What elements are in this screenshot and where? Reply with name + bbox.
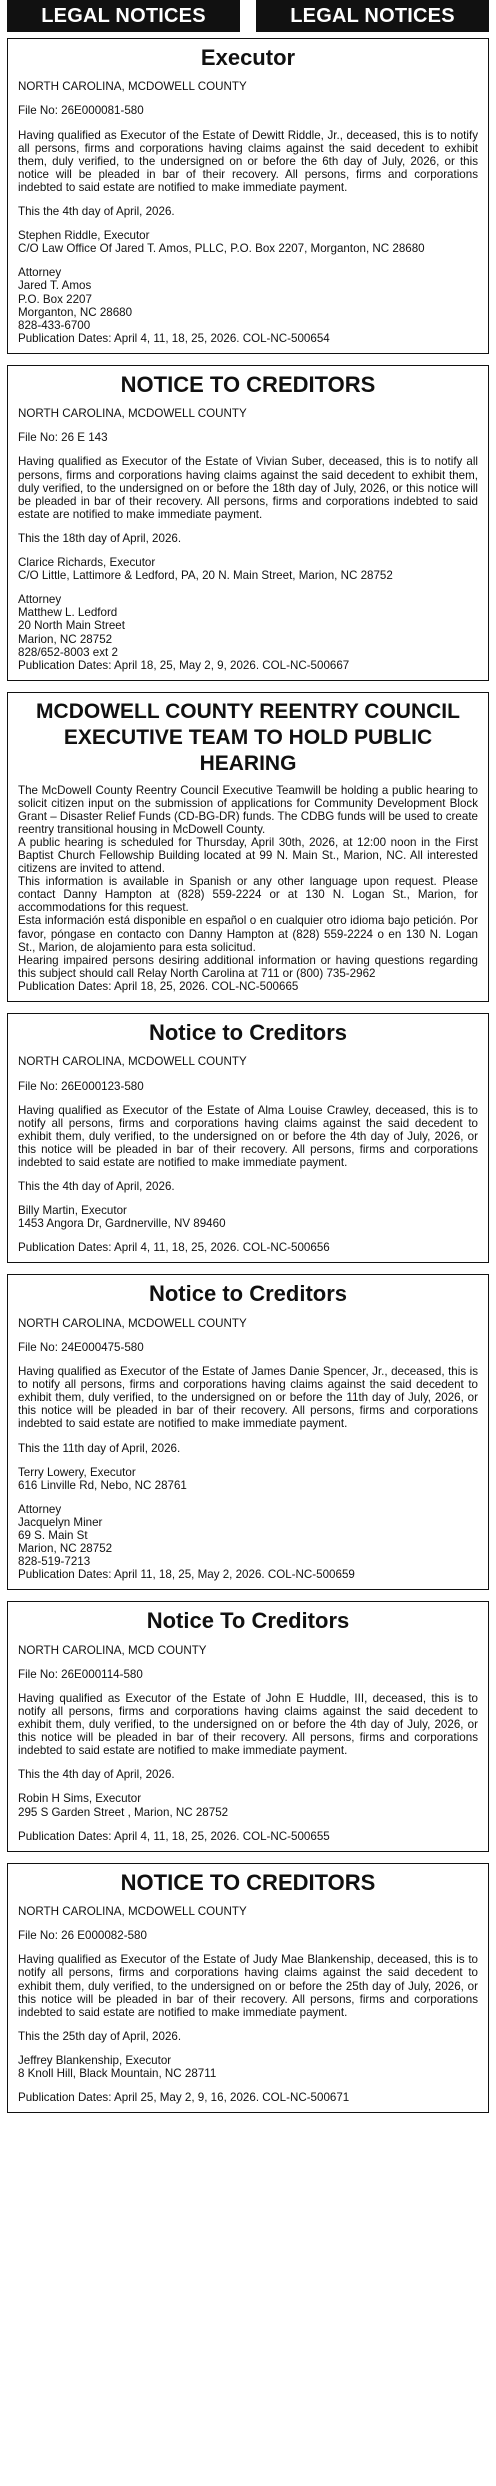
notice-publication-dates: Publication Dates: April 4, 11, 18, 25, 2026. COL-NC-500654: [18, 331, 330, 345]
attorney-label: Attorney: [18, 593, 62, 607]
notice-title: Notice to Creditors: [148, 1020, 348, 1046]
notice-county: NORTH CAROLINA, MCDOWELL COUNTY: [18, 407, 247, 421]
notice-creditors-spencer: [7, 1274, 489, 1590]
notice-publication-dates: Publication Dates: April 4, 11, 18, 25, 2026. COL-NC-500656: [18, 1241, 330, 1255]
hearing-paragraph-intro: The McDowell County Reentry Council Executive Teamwill be holding a public hearing to solicit citizen input on the submission of applications for Community Development Block Grant – Disaster Relief Funds (CD-BG-DR) funds. The CDBG funds will be used to create reentry transitional housing in McDowell County.: [18, 783, 478, 836]
notice-body: Having qualified as Executor of the Estate of Alma Louise Crawley, deceased, this is to notify all persons, firms and corporations having claims against the said decedent to exhibit them, duly verified, to the undersigned on or before the 4th day of July, 2026, or this notice will be pleaded in bar of their recovery. All persons, firms and corporations indebted to said estate are notified to make immediate payment.: [18, 1103, 478, 1169]
attorney-name: Jacquelyn Miner: [18, 1515, 103, 1529]
notice-signer-address: C/O Law Office Of Jared T. Amos, PLLC, P.O. Box 2207, Morganton, NC 28680: [18, 242, 425, 256]
notice-publication-dates: Publication Dates: April 18, 25, May 2, 9, 2026. COL-NC-500667: [18, 658, 350, 672]
notice-date: This the 4th day of April, 2026.: [18, 205, 175, 219]
attorney-phone: 828-519-7213: [18, 1555, 91, 1569]
attorney-city: Marion, NC 28752: [18, 632, 113, 646]
notice-file-no: File No: 26E000114-580: [18, 1667, 143, 1681]
notice-body: Having qualified as Executor of the Estate of Vivian Suber, deceased, this is to notify all persons, firms and corporations having claims against the said decedent to exhibit them, duly verified, to the undersigned on or before the 18th day of July, 2026, or this notice will be pleaded in bar of their recovery. All persons, firms and corporations indebted to said estate are notified to make immediate payment.: [18, 455, 478, 521]
attorney-name: Matthew L. Ledford: [18, 606, 118, 620]
hearing-paragraph-relay: Hearing impaired persons desiring additional information or having questions regarding this subject should call Relay North Carolina at 711 or (800) 735-2962: [18, 953, 478, 980]
notice-title: Notice to Creditors: [148, 1281, 348, 1307]
attorney-label: Attorney: [18, 266, 62, 280]
notice-creditors-suber: [7, 365, 489, 681]
notice-signer-name: Clarice Richards, Executor: [18, 556, 156, 570]
notice-signer-address: 616 Linville Rd, Nebo, NC 28761: [18, 1478, 187, 1492]
notice-county: NORTH CAROLINA, MCDOWELL COUNTY: [18, 1316, 247, 1330]
attorney-street: P.O. Box 2207: [18, 292, 92, 306]
notice-file-no: File No: 26E000081-580: [18, 104, 144, 118]
notice-signer-address: 8 Knoll Hill, Black Mountain, NC 28711: [18, 2067, 217, 2080]
notice-signer-name: Billy Martin, Executor: [18, 1204, 127, 1218]
attorney-street: 20 North Main Street: [18, 619, 125, 633]
notice-body: Having qualified as Executor of the Estate of Dewitt Riddle, Jr., deceased, this is to notify all persons, firms and corporations having claims against the said decedent to exhibit them, duly verified, to the undersigned on or before the 6th day of July, 2026, or this notice will be pleaded in bar of their recovery. All persons, firms and corporations indebted to said estate are notified to make immediate payment.: [18, 128, 478, 194]
hearing-paragraph-language: This information is available in Spanish or any other language upon request. Please contact Danny Hampton at (828) 559-2224 or at 130 N. Logan St., Marion, for accommodations for this request.: [18, 875, 478, 915]
notice-creditors-huddle: [7, 1601, 489, 1851]
notice-date: This the 18th day of April, 2026.: [18, 531, 182, 545]
notice-signer-name: Terry Lowery, Executor: [18, 1465, 136, 1479]
notice-title: NOTICE TO CREDITORS: [120, 1869, 376, 1895]
notice-signer-address: 295 S Garden Street , Marion, NC 28752: [18, 1805, 229, 1819]
notice-publication-dates: Publication Dates: April 25, May 2, 9, 16, 2026. COL-NC-500671: [18, 2091, 350, 2105]
notice-signer-name: Jeffrey Blankenship, Executor: [18, 2053, 172, 2067]
notice-file-no: File No: 26 E000082-580: [18, 1929, 147, 1943]
notice-executor-riddle: [7, 38, 489, 354]
attorney-city: Marion, NC 28752: [18, 1542, 113, 1556]
notice-date: This the 11th day of April, 2026.: [18, 1441, 181, 1455]
hearing-paragraph-spanish: Esta información está disponible en español o en cualquier otro idioma bajo petición. Por favor, póngase en contacto con Danny Hampton at (828) 559-2224 o en 130 N. Logan St., Marion, de alojamiento para esta solicitud.: [18, 914, 478, 954]
notice-signer-address: C/O Little, Lattimore & Ledford, PA, 20 N. Main Street, Marion, NC 28752: [18, 569, 393, 583]
notice-date: This the 4th day of April, 2026.: [18, 1768, 175, 1782]
notice-title: NOTICE TO CREDITORS: [120, 371, 376, 397]
notice-creditors-blankenship: [7, 1863, 489, 2113]
notice-file-no: File No: 26E000123-580: [18, 1079, 144, 1093]
notice-file-no: File No: 26 E 143: [18, 431, 108, 445]
notice-publication-dates: Publication Dates: April 18, 25, 2026. COL-NC-500665: [18, 979, 299, 993]
attorney-name: Jared T. Amos: [18, 279, 92, 293]
attorney-city: Morganton, NC 28680: [18, 305, 133, 319]
notice-title: Notice To Creditors: [146, 1608, 350, 1634]
legal-notices-header-right: LEGAL NOTICES: [256, 0, 489, 32]
notice-title: MCDOWELL COUNTY REENTRY COUNCIL EXECUTIVE TEAM TO HOLD PUBLIC HEARING: [36, 699, 460, 776]
attorney-phone: 828-433-6700: [18, 318, 91, 332]
hearing-paragraph-schedule: A public hearing is scheduled for Thursday, April 30th, 2026, at 12:00 noon in the First Baptist Church Fellowship Building located at 99 N. Main St., Marion, NC. All interested citizens are invited to attend.: [18, 835, 478, 876]
notice-body: Having qualified as Executor of the Estate of James Danie Spencer, Jr., deceased, this is to notify all persons, firms and corporations having claims against the said decedent to exhibit them, duly verified, to the undersigned on or before the 11th day of July, 2026, or this notice will be pleaded in bar of their recovery. All persons, firms and corporations indebted to said estate are notified to make immediate payment.: [18, 1365, 478, 1431]
notice-county: NORTH CAROLINA, MCDOWELL COUNTY: [18, 1905, 247, 1919]
notice-signer-address: 1453 Angora Dr, Gardnerville, NV 89460: [18, 1217, 226, 1231]
notice-county: NORTH CAROLINA, MCDOWELL COUNTY: [18, 80, 247, 94]
notice-public-hearing: [7, 692, 489, 1002]
attorney-street: 69 S. Main St: [18, 1528, 88, 1542]
notice-file-no: File No: 24E000475-580: [18, 1340, 144, 1354]
notice-publication-dates: Publication Dates: April 4, 11, 18, 25, 2026. COL-NC-500655: [18, 1829, 330, 1843]
notice-creditors-crawley: [7, 1013, 489, 1263]
notice-publication-dates: Publication Dates: April 11, 18, 25, May 2, 2026. COL-NC-500659: [18, 1568, 355, 1582]
notice-signer-name: Stephen Riddle, Executor: [18, 229, 150, 243]
notice-body: Having qualified as Executor of the Estate of John E Huddle, III, deceased, this is to notify all persons, firms and corporations having claims against the said decedent to exhibit them, duly verified, to the undersigned on or before the 4th day of July, 2026, or this notice will be pleaded in bar of their recovery. All persons, firms and corporations indebted to said estate are notified to make immediate payment.: [18, 1691, 478, 1758]
attorney-label: Attorney: [18, 1502, 62, 1516]
notice-body: Having qualified as Executor of the Estate of Judy Mae Blankenship, deceased, this is to notify all persons, firms and corporations having claims against the said decedent to exhibit them, duly verified, to the undersigned on or before the 25th day of July, 2026, or this notice will be pleaded in bar of their recovery. All persons, firms and corporations indebted to said estate are notified to make immediate payment.: [18, 1953, 478, 2019]
notice-signer-name: Robin H Sims, Executor: [18, 1792, 142, 1806]
notice-date: This the 4th day of April, 2026.: [18, 1180, 175, 1194]
section-headers: [7, 0, 489, 32]
notice-title: Executor: [200, 45, 296, 70]
notice-county: NORTH CAROLINA, MCDOWELL COUNTY: [18, 1055, 247, 1069]
notice-county: NORTH CAROLINA, MCD COUNTY: [18, 1643, 207, 1657]
attorney-phone: 828/652-8003 ext 2: [18, 645, 118, 659]
legal-notices-header-left: LEGAL NOTICES: [7, 0, 240, 32]
notice-date: This the 25th day of April, 2026.: [18, 2029, 182, 2043]
